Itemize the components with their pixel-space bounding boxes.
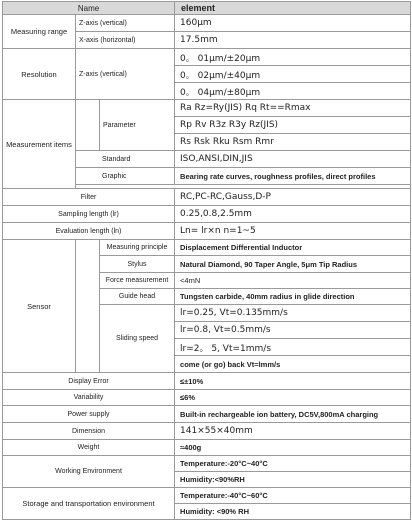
spec-table (2, 1, 411, 520)
standard-label: Standard (76, 151, 175, 168)
graphic-value: Bearing rate curves, roughness profiles, direct profiles (175, 168, 411, 185)
measurement-items-spacer (76, 100, 100, 151)
sensor-label: Sensor (3, 240, 76, 373)
measuring-principle-label: Measuring principle (100, 240, 175, 256)
sensor-spacer (76, 240, 100, 373)
parameter-label: Parameter (100, 100, 175, 151)
z-axis-range-label: Z-axis (vertical) (76, 15, 175, 32)
storage-environment-label: Storage and transportation environment (3, 488, 175, 520)
header-element: element (175, 2, 411, 15)
working-humidity-value: Humidity:<90%RH (175, 472, 411, 488)
resolution-value: 0。 02μm/±40μm (175, 66, 411, 83)
resolution-label: Resolution (3, 49, 76, 100)
guide-head-value: Tungsten carbide, 40mm radius in glide direction (175, 289, 411, 305)
guide-head-label: Guide head (100, 289, 175, 305)
power-supply-value: Built-in rechargeable ion battery, DC5V,800mA charging (175, 406, 411, 423)
x-axis-range-value: 17.5mm (175, 32, 411, 49)
measuring-principle-value: Displacement Differential Inductor (175, 240, 411, 256)
graphic-label: Graphic (76, 168, 175, 185)
filter-value: RC,PC-RC,Gauss,D-P (175, 189, 411, 206)
storage-temperature-value: Temperature:-40°C~60°C (175, 488, 411, 504)
stylus-value: Natural Diamond, 90 Taper Angle, 5μm Tip Radius (175, 256, 411, 273)
display-error-label: Display Error (3, 373, 175, 390)
force-measurement-value: <4mN (175, 273, 411, 289)
parameter-value: Ra Rz=Ry(JIS) Rq Rt==Rmax (175, 100, 411, 117)
resolution-z-label: Z-axis (vertical) (76, 49, 175, 100)
variability-label: Variability (3, 390, 175, 406)
sliding-speed-value: come (or go) back Vt=lmm/s (175, 356, 411, 373)
dimension-label: Dimension (3, 423, 175, 440)
sampling-length-value: 0.25,0.8,2.5mm (175, 206, 411, 223)
x-axis-range-label: X-axis (horizontal) (76, 32, 175, 49)
storage-humidity-value: Humidity: <90% RH (175, 504, 411, 520)
resolution-value: 0。 04μm/±80μm (175, 83, 411, 100)
sliding-speed-value: lr=0.8, Vt=0.5mm/s (175, 322, 411, 339)
z-axis-range-value: 160μm (175, 15, 411, 32)
standard-value: ISO,ANSI,DIN,JIS (175, 151, 411, 168)
working-temperature-value: Temperature:-20°C~40°C (175, 456, 411, 472)
filter-label: Filter (3, 189, 175, 206)
header-row (3, 2, 411, 15)
evaluation-length-label: Evaluation length (ln) (3, 223, 175, 240)
header-name: Name (3, 2, 175, 15)
sliding-speed-label: Sliding speed (100, 305, 175, 373)
weight-label: Weight (3, 440, 175, 456)
working-environment-label: Working Environment (3, 456, 175, 488)
parameter-value: Rs Rsk Rku Rsm Rmr (175, 134, 411, 151)
parameter-value: Rp Rv R3z R3y Rz(JIS) (175, 117, 411, 134)
measurement-items-label: Measurement items (3, 100, 76, 189)
sliding-speed-value: lr=2。 5, Vt=1mm/s (175, 339, 411, 356)
resolution-value: 0。 01μm/±20μm (175, 49, 411, 66)
variability-value: ≤6% (175, 390, 411, 406)
stylus-label: Stylus (100, 256, 175, 273)
sliding-speed-value: lr=0.25, Vt=0.135mm/s (175, 305, 411, 322)
weight-value: ≈400g (175, 440, 411, 456)
sampling-length-label: Sampling length (lr) (3, 206, 175, 223)
force-measurement-label: Force measurement (100, 273, 175, 289)
display-error-value: ≤±10% (175, 373, 411, 390)
evaluation-length-value: Ln= lr×n n=1~5 (175, 223, 411, 240)
measuring-range-label: Measuring range (3, 15, 76, 49)
power-supply-label: Power supply (3, 406, 175, 423)
dimension-value: 141×55×40mm (175, 423, 411, 440)
